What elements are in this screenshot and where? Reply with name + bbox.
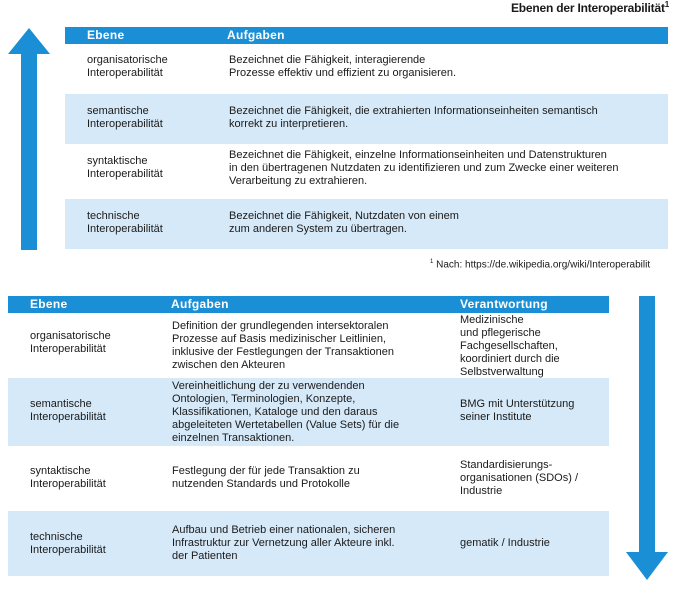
table-row	[65, 199, 668, 249]
row-verantwortung: Standardisierungs- organisationen (SDOs) / Industrie	[460, 459, 578, 497]
row-aufgaben: Bezeichnet die Fähigkeit, interagierende Prozesse effektiv und effizient zu organisieren.	[229, 54, 457, 79]
row-ebene: technische Interoperabilität	[30, 531, 106, 556]
table-row	[8, 378, 609, 446]
responsibility-table	[8, 296, 609, 576]
header-ebene: Ebene	[87, 28, 125, 42]
row-aufgaben: Aufbau und Betrieb einer nationalen, sicheren Infrastruktur zur Vernetzung aller Akteure inkl. der Patienten	[172, 524, 396, 562]
row-aufgaben: Vereinheitlichung der zu verwendenden Ontologien, Terminologien, Konzepte, Klassifikationen, Kataloge und den daraus abgeleiteten Wertetabellen (Value Sets) für die einzelnen Transaktionen.	[172, 380, 400, 444]
footnote: $^1$ Nach: https://de.wikipedia.org/wiki/Interoperabilit	[430, 259, 651, 271]
row-ebene: technische Interoperabilität	[87, 210, 163, 235]
table-row	[8, 511, 609, 576]
header-aufgaben: Aufgaben	[227, 28, 285, 42]
row-aufgaben: Bezeichnet die Fähigkeit, einzelne Informationseinheiten und Datenstrukturen in den übertragenen Nutzdaten zu identifizieren und zum Zwecke einer weiteren Verarbeitung zu extrahieren.	[229, 149, 619, 187]
row-aufgaben: Festlegung der für jede Transaktion zu nutzenden Standards und Protokolle	[172, 465, 360, 490]
row-verantwortung: BMG mit Unterstützung seiner Institute	[460, 398, 575, 423]
row-ebene: semantische Interoperabilität	[30, 398, 106, 423]
arrow-up-icon	[8, 28, 50, 250]
table-row	[65, 144, 668, 199]
arrow-down-icon	[626, 296, 668, 580]
table-header	[65, 27, 668, 44]
header-ebene: Ebene	[30, 297, 68, 311]
table-row	[65, 44, 668, 94]
row-ebene: organisatorische Interoperabilität	[87, 54, 168, 79]
row-aufgaben: Bezeichnet die Fähigkeit, die extrahierten Informationseinheiten semantisch korrekt zu interpretieren.	[229, 105, 598, 130]
table-row	[8, 446, 609, 511]
row-aufgaben: Definition der grundlegenden intersektoralen Prozesse auf Basis medizinischer Leitlinien, inklusive der Festlegungen der Transaktionen zwischen den Akteuren	[172, 320, 394, 371]
header-verantwortung: Verantwortung	[460, 297, 548, 311]
row-ebene: syntaktische Interoperabilität	[87, 155, 163, 180]
row-aufgaben: Bezeichnet die Fähigkeit, Nutzdaten von einem zum anderen System zu übertragen.	[229, 210, 459, 235]
table-header	[8, 296, 609, 313]
interoperability-levels-table	[65, 27, 668, 249]
row-verantwortung: Medizinische und pflegerische Fachgesellschaften, koordiniert durch die Selbstverwaltung	[460, 314, 560, 378]
table-row	[8, 313, 609, 378]
table-row	[65, 94, 668, 144]
diagram-title: Ebenen der Interoperabilität$^1$	[510, 0, 669, 15]
row-ebene: syntaktische Interoperabilität	[30, 465, 106, 490]
row-verantwortung: gematik / Industrie	[460, 537, 550, 549]
row-ebene: semantische Interoperabilität	[87, 105, 163, 130]
header-aufgaben: Aufgaben	[171, 297, 229, 311]
row-ebene: organisatorische Interoperabilität	[30, 330, 111, 355]
